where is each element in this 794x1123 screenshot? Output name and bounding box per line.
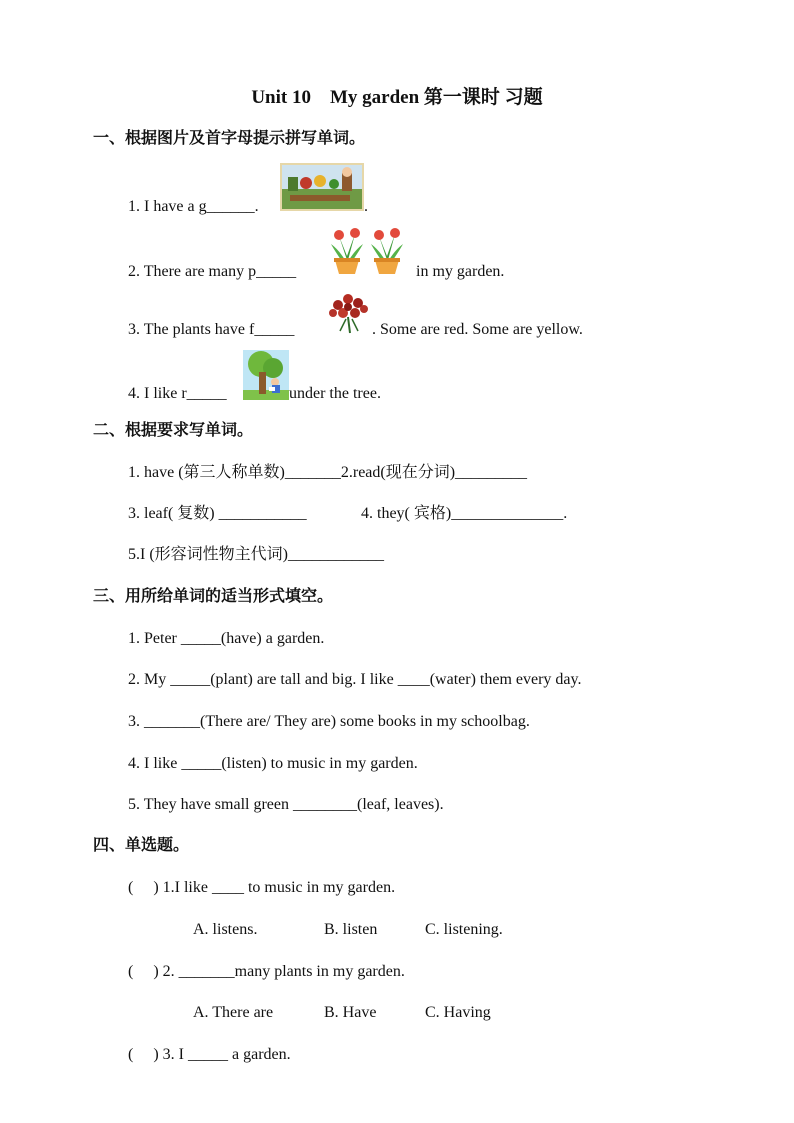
part4-q2-option-b: B. Have — [324, 1004, 377, 1021]
part2-line-1: 1. have (第三人称单数)_______2.read(现在分词)_________ — [128, 464, 528, 481]
part4-q1-option-b: B. listen — [324, 921, 378, 938]
potted-flower-picture — [327, 226, 367, 276]
part1-question-2: 2. There are many p_____ — [128, 263, 297, 280]
part4-q2-option-a: A. There are — [193, 1004, 274, 1021]
garden-photo — [280, 163, 364, 211]
boy-reading-under-tree-picture — [243, 350, 289, 400]
section-heading-1: 一、根据图片及首字母提示拼写单词。 — [93, 130, 366, 147]
part3-question-3: 3. _______(There are/ They are) some books in my schoolbag. — [128, 713, 530, 730]
part1-question-3-end: . Some are red. Some are yellow. — [372, 321, 583, 338]
part3-question-2: 2. My _____(plant) are tall and big. I like ____(water) them every day. — [128, 671, 582, 688]
part4-q1-option-a: A. listens. — [193, 921, 258, 938]
part4-q2-option-c: C. Having — [425, 1004, 491, 1021]
section-heading-4: 四、单选题。 — [93, 837, 190, 854]
part3-question-1: 1. Peter _____(have) a garden. — [128, 630, 325, 647]
part1-question-4-end: under the tree. — [289, 385, 381, 402]
part1-question-4: 4. I like r_____ — [128, 385, 227, 402]
part4-q1-option-c: C. listening. — [425, 921, 503, 938]
part2-line-2b: 4. they( 宾格)______________. — [361, 505, 568, 522]
potted-flower-picture — [367, 226, 407, 276]
part1-question-1: 1. I have a g______. — [128, 198, 259, 215]
part3-question-4: 4. I like _____(listen) to music in my garden. — [128, 755, 418, 772]
part1-question-2-end: in my garden. — [416, 263, 505, 280]
part1-question-3: 3. The plants have f_____ — [128, 321, 295, 338]
part1-question-1-end: . — [364, 198, 368, 215]
section-heading-2: 二、根据要求写单词。 — [93, 422, 254, 439]
page-title: Unit 10 My garden 第一课时 习题 — [251, 87, 543, 108]
part3-question-5: 5. They have small green ________(leaf, leaves). — [128, 796, 444, 813]
part2-line-3: 5.I (形容词性物主代词)____________ — [128, 546, 384, 563]
part2-line-2a: 3. leaf( 复数) ___________ — [128, 505, 307, 522]
part4-question-1: ( ) 1.I like ____ to music in my garden. — [128, 879, 396, 896]
part4-question-2: ( ) 2. _______many plants in my garden. — [128, 963, 405, 980]
part4-question-3: ( ) 3. I _____ a garden. — [128, 1046, 291, 1063]
red-flowers-picture — [326, 291, 372, 335]
section-heading-3: 三、用所给单词的适当形式填空。 — [93, 588, 334, 605]
